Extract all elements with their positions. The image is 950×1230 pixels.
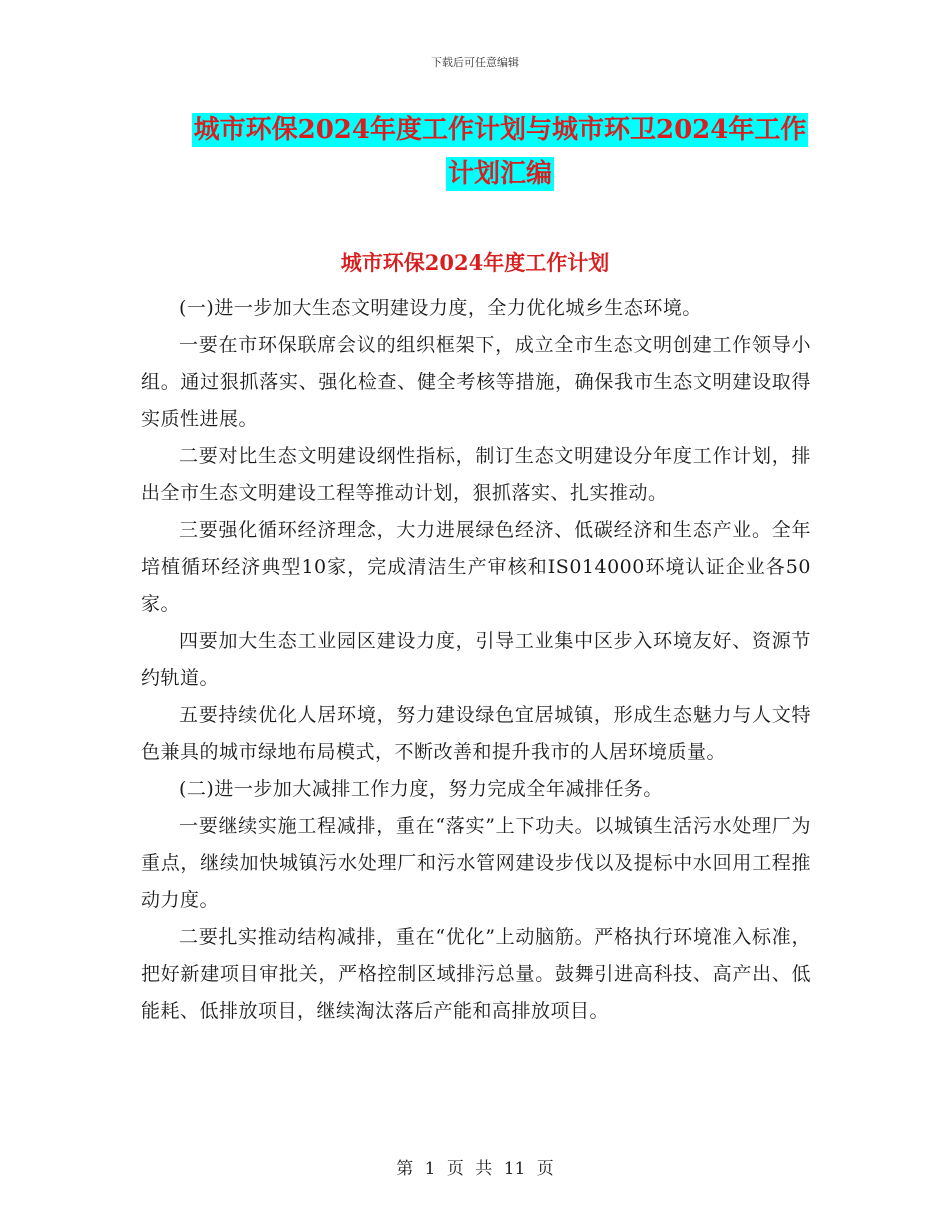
paragraph: 一要继续实施工程减排，重在“落实”上下功夫。以城镇生活污水处理厂为重点，继续加快城镇污水处理厂和污水管网建设步伐以及提标中水回用工程推动力度。 — [141, 815, 811, 911]
title-line-1: 城市环保2024年度工作计划与城市环卫2024年工作 — [193, 115, 807, 145]
paragraph: 二要对比生态文明建设纲性指标，制订生态文明建设分年度工作计划，排出全市生态文明建设工程等推动计划，狠抓落实、扎实推动。 — [141, 445, 811, 504]
document-body — [141, 290, 811, 1030]
section-title: 城市环保2024年度工作计划 — [340, 250, 610, 275]
paragraph: 五要持续优化人居环境，努力建设绿色宜居城镇，形成生态魅力与人文特色兼具的城市绿地布局模式，不断改善和提升我市的人居环境质量。 — [141, 704, 811, 763]
paragraph: 四要加大生态工业园区建设力度，引导工业集中区步入环境友好、资源节约轨道。 — [141, 630, 811, 689]
paragraph: (二)进一步加大减排工作力度，努力完成全年减排任务。 — [179, 778, 663, 800]
paragraph: 二要扎实推动结构减排，重在“优化”上动脑筋。严格执行环境准入标准，把好新建项目审批关，严格控制区域排污总量。鼓舞引进高科技、高产出、低能耗、低排放项目，继续淘汰落后产能和高排放项目。 — [141, 926, 811, 1022]
document-title — [140, 108, 860, 196]
paragraph: (一)进一步加大生态文明建设力度，全力优化城乡生态环境。 — [179, 297, 702, 319]
paragraph: 三要强化循环经济理念，大力进展绿色经济、低碳经济和生态产业。全年培植循环经济典型10家，完成清洁生产审核和IS014000环境认证企业各50家。 — [141, 519, 811, 615]
header-note: 下载后可任意编辑 — [431, 56, 519, 69]
paragraph: 一要在市环保联席会议的组织框架下，成立全市生态文明创建工作领导小组。通过狠抓落实、强化检查、健全考核等措施，确保我市生态文明建设取得实质性进展。 — [141, 334, 811, 430]
title-line-2: 计划汇编 — [447, 159, 552, 189]
page-footer: 第 1 页 共 11 页 — [396, 1159, 554, 1179]
